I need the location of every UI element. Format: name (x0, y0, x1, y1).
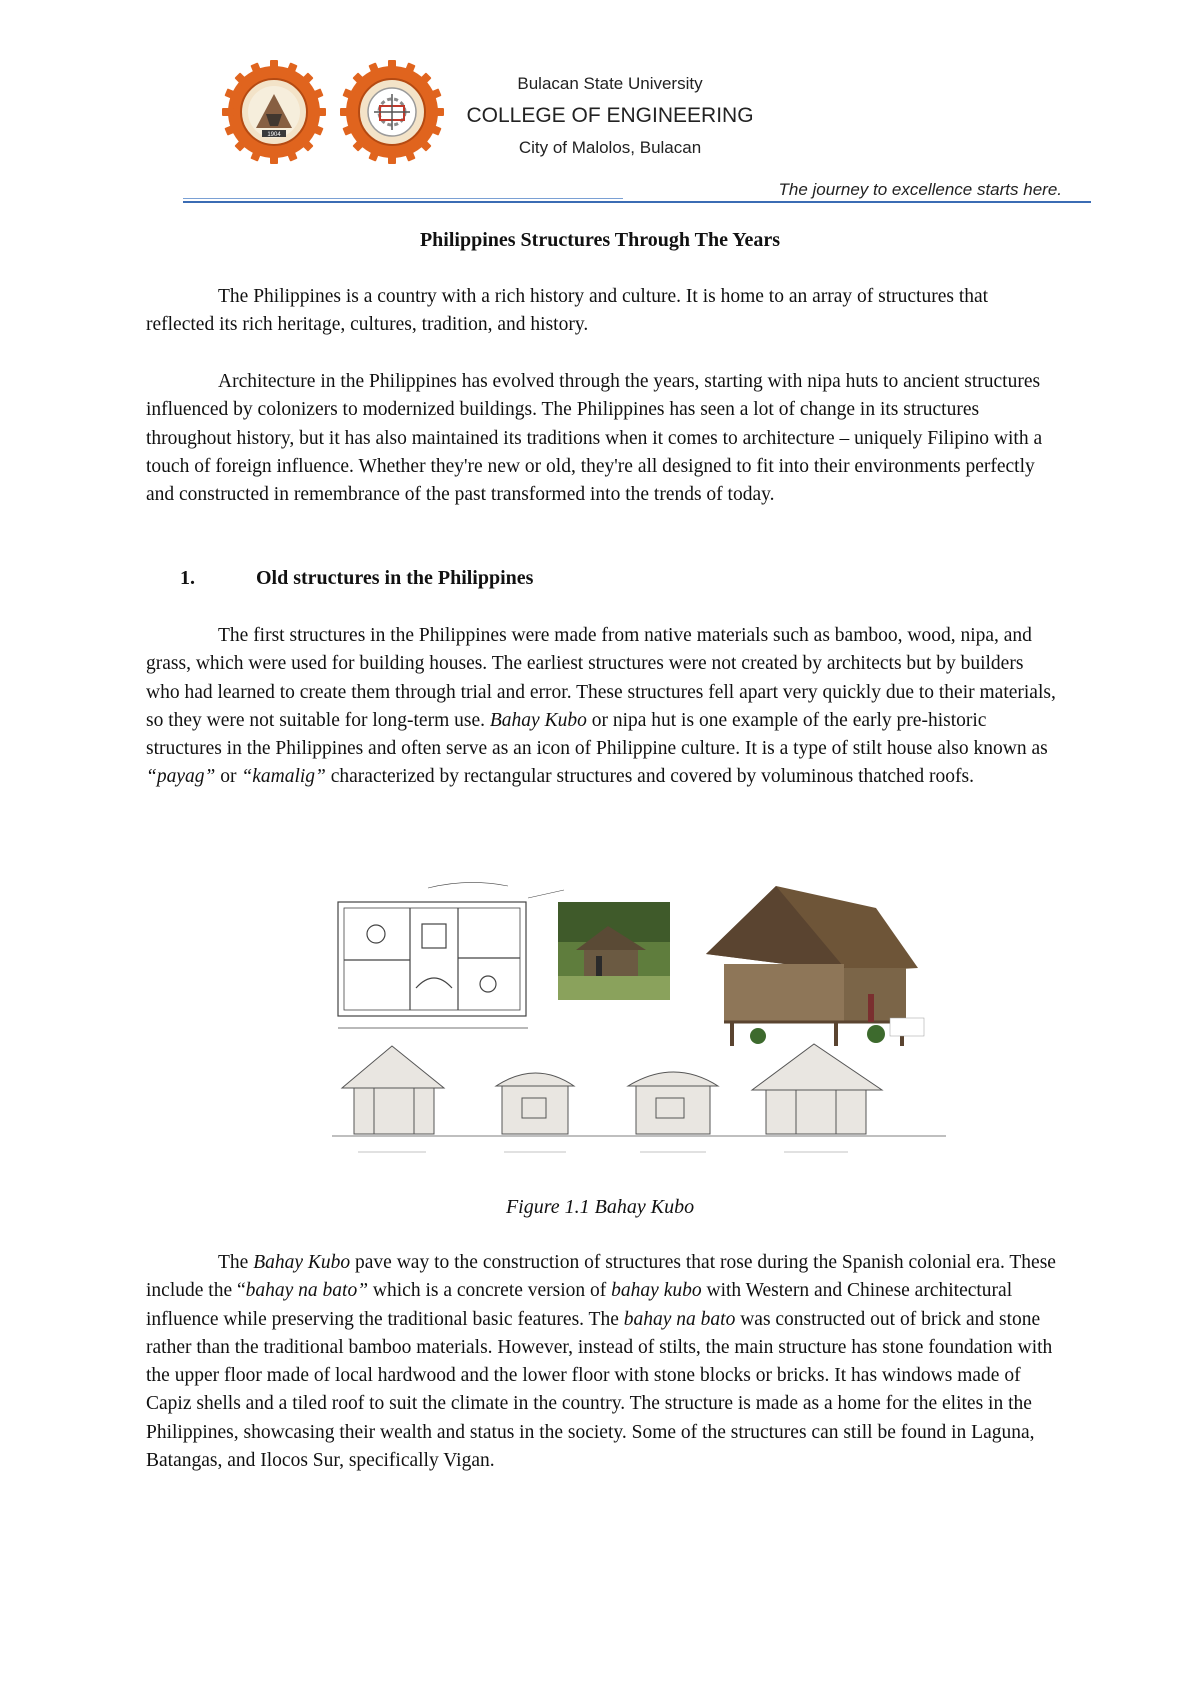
bahay-kubo-illustration (328, 868, 950, 1160)
section-heading-old-structures (180, 567, 533, 590)
architecture-paragraph-text: Architecture in the Philippines has evolved through the years, starting with nipa huts to ancient structures influenced by colonizers to modernized buildings. The Philippines has seen a lot of change in its structures throughout history, but it has also maintained its traditions when it comes to architecture – uniquely Filipino with a touch of foreign influence. Whether they're new or old, they're all designed to fit into their environments perfectly and constructed in remembrance of the past transformed into the trends of today. (146, 371, 1043, 506)
college-of-engineering-logo (340, 60, 444, 164)
p4-text-g: with Western and Chinese architectural influence while preserving the traditional basic features. The (146, 1280, 1013, 1330)
p4-text-i: was constructed out of brick and stone rather than the traditional bamboo materials. However, instead of stilts, the main structure has stone foundation with the upper floor made of local hardwood and the lower floor with stone blocks or bricks. It has windows made of Capiz shells and a tiled roof to suit the climate in the country. The structure is made as a home for the elites in the Philippines, showcasing their wealth and status in the society. Some of the structures can still be found in Laguna, Batangas, and Ilocos Sur, specifically Vigan. (146, 1308, 1053, 1472)
p3-text-a: The first structures in the Philippines were made from native materials such as bamboo, wood, nipa, and grass, which were used for building houses. The earliest structures were not created by architects but by builders who had learned to create them through trial and error. These structures fell apart very quickly due to their materials, so they were not suitable for long-term use. (146, 625, 1056, 731)
intro-paragraph (146, 283, 1056, 340)
seal-year: 1904 (267, 132, 281, 138)
p4-bahay-kubo-2: bahay kubo (611, 1280, 702, 1302)
university-city: City of Malolos, Bulacan (518, 138, 702, 157)
p4-text-a: The (218, 1252, 254, 1273)
bahay-kubo-rendering (706, 886, 924, 1046)
first-structures-paragraph (146, 622, 1056, 792)
p4-text-e: which is a concrete version of (368, 1280, 612, 1302)
section-title: Old structures in the Philippines (256, 567, 534, 589)
figure-caption: Figure 1.1 Bahay Kubo (505, 1196, 695, 1218)
bahay-kubo-figure (328, 868, 950, 1160)
p3-kamalig: “kamalig” (241, 766, 326, 788)
p3-text-e: or (215, 766, 242, 788)
p4-text-c: pave way to the construction of structures that rose during the Spanish colonial era. These include the “ (146, 1252, 1056, 1302)
architecture-paragraph (146, 368, 1056, 509)
coe-seal-graphic (340, 60, 444, 164)
p4-bahay-na-bato: bahay na bato” (245, 1280, 369, 1302)
college-name: COLLEGE OF ENGINEERING (466, 104, 754, 127)
p3-payag: “payag” (146, 766, 216, 788)
p4-bahay-na-bato-2: bahay na bato (623, 1308, 736, 1330)
p4-bahay-kubo: Bahay Kubo (253, 1252, 351, 1273)
intro-paragraph-text: The Philippines is a country with a rich history and culture. It is home to an array of structures that reflected its rich heritage, cultures, tradition, and history. (146, 286, 989, 336)
elevation-drawings (332, 1044, 946, 1136)
bulsu-seal-logo (222, 60, 326, 164)
section-number: 1. (180, 567, 195, 589)
header-rule-accent (183, 198, 623, 199)
bahay-kubo-photo (558, 902, 670, 1000)
university-name: Bulacan State University (517, 74, 703, 93)
bulsu-seal-graphic (222, 60, 326, 164)
spanish-era-paragraph (146, 1249, 1056, 1475)
p3-text-g: characterized by rectangular structures and covered by voluminous thatched roofs. (325, 766, 974, 788)
header-rule (183, 201, 1091, 203)
document-title: Philippines Structures Through The Years (419, 229, 781, 251)
p3-text-c: or nipa hut is one example of the early pre-historic structures in the Philippines and often serve as an icon of Philippine culture. It is a type of stilt house also known as (146, 709, 1048, 760)
header-tagline: The journey to excellence starts here. (778, 180, 1062, 199)
floor-plan-sketch (338, 882, 564, 1028)
p3-bahay-kubo: Bahay Kubo (489, 709, 587, 731)
